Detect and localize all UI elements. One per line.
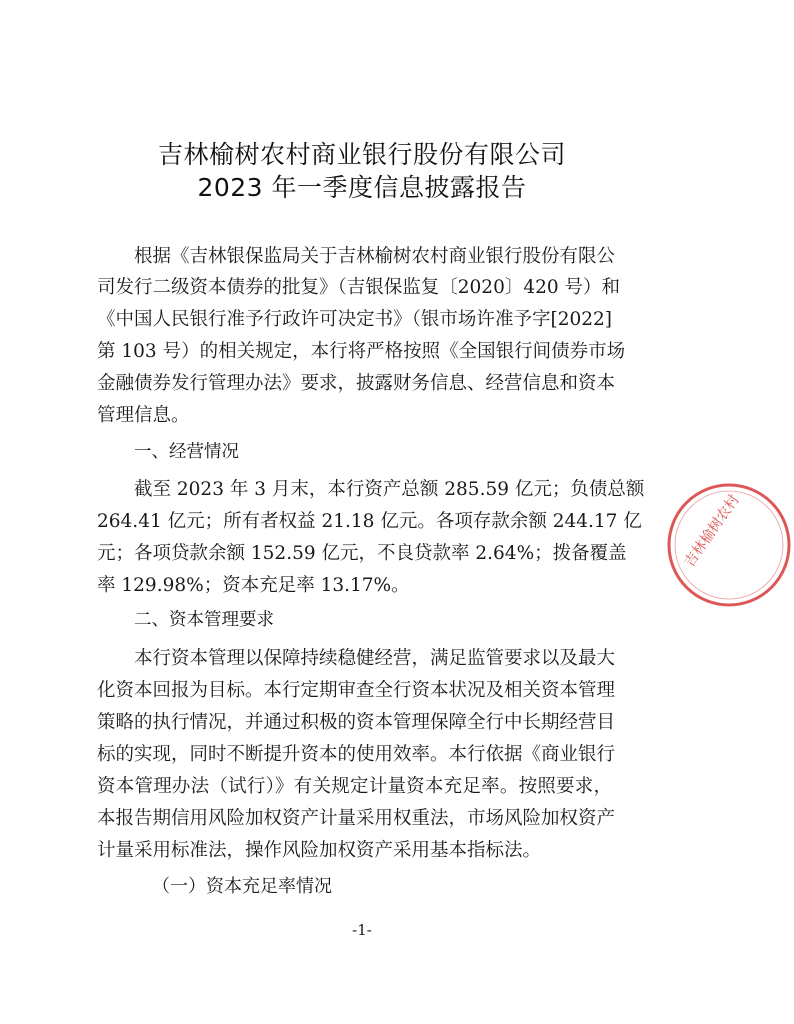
paragraph-line: 率 129.98%；资本充足率 13.17%。 <box>97 575 410 596</box>
paragraph-line: 本报告期信用风险加权资产计量采用权重法，市场风险加权资产 <box>97 808 616 829</box>
paragraph-line: 司发行二级资本债券的批复》（吉银保监复〔2020〕420 号）和 <box>97 277 621 298</box>
paragraph-line: 管理信息。 <box>97 405 190 426</box>
paragraph-line: 《中国人民银行准予行政许可决定书》（银市场许准予字[2022] <box>97 309 612 330</box>
paragraph-line: 策略的执行情况，并通过积极的资本管理保障全行中长期经营目 <box>97 712 616 733</box>
svg-text:吉林榆树农村: 吉林榆树农村 <box>681 492 743 570</box>
section-heading-capital: 二、资本管理要求 <box>134 610 274 630</box>
paragraph-line: 金融债券发行管理办法》要求，披露财务信息、经营信息和资本 <box>97 373 616 394</box>
report-title-line1: 吉林榆树农村商业银行股份有限公司 <box>157 140 566 169</box>
paragraph-line: 计量采用标准法，操作风险加权资产采用基本指标法。 <box>97 840 542 861</box>
section-heading-operations: 一、经营情况 <box>134 442 239 462</box>
paragraph-line: 截至 2023 年 3 月末，本行资产总额 285.59 亿元；负债总额 <box>134 479 645 500</box>
paragraph-line: 本行资本管理以保障持续稳健经营，满足监管要求以及最大 <box>134 648 616 669</box>
paragraph-line: 264.41 亿元；所有者权益 21.18 亿元。各项存款余额 244.17 亿 <box>97 511 642 532</box>
paragraph-line: 资本管理办法（试行）》有关规定计量资本充足率。按照要求， <box>97 776 612 797</box>
paragraph-line: 根据《吉林银保监局关于吉林榆树农村商业银行股份有限公 <box>134 246 616 267</box>
paragraph-line: 标的实现，同时不断提升资本的使用效率。本行依据《商业银行 <box>97 744 616 765</box>
page-number: -1- <box>352 921 372 939</box>
report-title-line2: 2023 年一季度信息披露报告 <box>197 173 527 202</box>
paragraph-line: 化资本回报为目标。本行定期审查全行资本状况及相关资本管理 <box>97 680 616 701</box>
subsection-heading-capital-adequacy: （一）资本充足率情况 <box>152 876 332 897</box>
paragraph-line: 元；各项贷款余额 152.59 亿元，不良贷款率 2.64%；拨备覆盖 <box>97 543 627 564</box>
company-seal-stamp <box>664 480 794 610</box>
paragraph-line: 第 103 号）的相关规定，本行将严格按照《全国银行间债券市场 <box>97 341 626 362</box>
